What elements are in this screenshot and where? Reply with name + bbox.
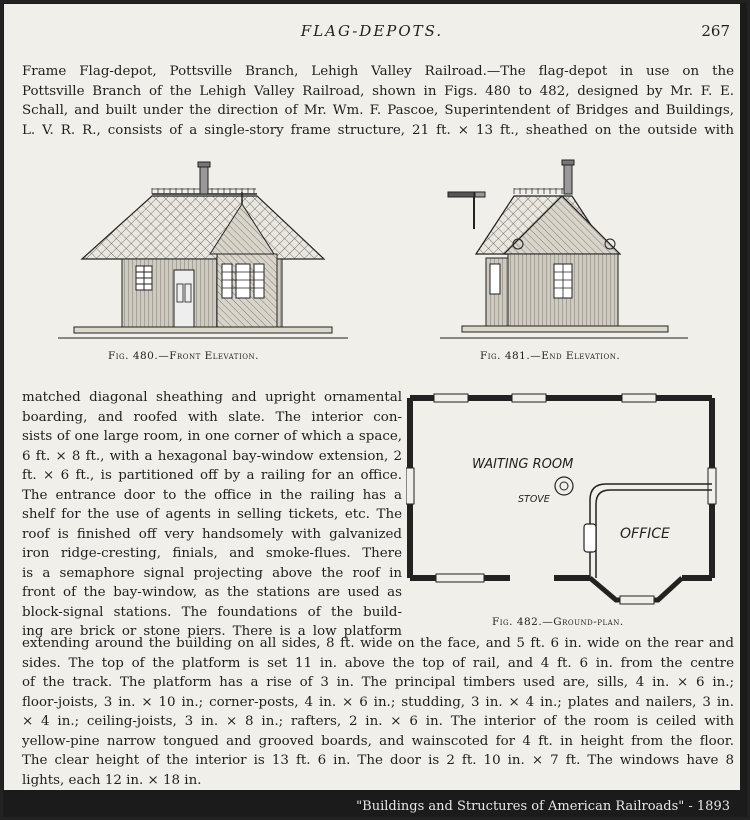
left-line-7: shelf for the use of agents in selling tickets, etc. The bbox=[22, 507, 402, 522]
fig-480-caption: Fig. 480.—Front Elevation. bbox=[108, 350, 259, 362]
full-line-7: The clear height of the interior is 13 ft. 6 in. The door is 2 ft. 10 in. × 7 ft. The windows have 8 bbox=[22, 753, 734, 768]
left-line-12: block-signal stations. The foundations of the build- bbox=[22, 604, 402, 620]
left-line-11: front of the bay-window, as the stations are used as bbox=[22, 585, 402, 600]
plan-stove-label: STOVE bbox=[518, 494, 550, 505]
book-page bbox=[4, 4, 740, 790]
front-elevation-drawing bbox=[52, 154, 352, 349]
left-column-text bbox=[22, 388, 402, 642]
source-credit: "Buildings and Structures of American Railroads" - 1893 bbox=[356, 799, 730, 814]
left-line-8: roof is finished off very handsomely with galvanized bbox=[22, 526, 402, 542]
left-line-4: 6 ft. × 8 ft., with a hexagonal bay-window extension, 2 bbox=[22, 448, 402, 464]
full-line-2: sides. The top of the platform is set 11 in. above the top of rail, and 4 ft. 6 in. from the centre bbox=[22, 655, 734, 671]
left-line-2: boarding, and roofed with slate. The interior con- bbox=[22, 409, 402, 425]
end-elevation-drawing bbox=[434, 154, 694, 349]
left-line-6: The entrance door to the office in the railing has a bbox=[22, 487, 402, 503]
running-head: FLAG-DEPOTS. bbox=[300, 22, 444, 40]
last-line: lights, each 12 in. × 18 in. bbox=[22, 772, 202, 788]
full-line-4: floor-joists, 3 in. × 10 in.; corner-posts, 4 in. × 6 in.; studding, 3 in. × 4 in.; plates and nailers, 3 in. bbox=[22, 694, 734, 710]
ground-plan-drawing bbox=[406, 388, 722, 616]
plan-waiting-room-label: WAITING ROOM bbox=[472, 457, 574, 472]
full-line-3: of the track. The platform has a rise of 3 in. The principal timbers used are, sills, 4 in. × 6 in.; bbox=[22, 675, 734, 690]
full-line-6: yellow-pine narrow tongued and grooved boards, and wainscoted for 4 ft. in height from the floor. bbox=[22, 733, 734, 749]
intro-line-2: Pottsville Branch of the Lehigh Valley Railroad, shown in Figs. 480 to 482, designed by Mr. F. E. bbox=[22, 83, 734, 99]
full-line-5: × 4 in.; ceiling-joists, 3 in. × 8 in.; rafters, 2 in. × 6 in. The interior of the room is ceiled with bbox=[22, 714, 734, 729]
left-line-3: sists of one large room, in one corner of which a space, bbox=[22, 429, 402, 444]
intro-line-4: L. V. R. R., consists of a single-story frame structure, 21 ft. × 13 ft., sheathed on the outside with bbox=[22, 122, 734, 138]
body-text-full bbox=[22, 634, 734, 790]
fig-482-caption: Fig. 482.—Ground-plan. bbox=[492, 616, 624, 628]
fig-481-caption: Fig. 481.—End Elevation. bbox=[480, 350, 621, 362]
left-line-1: matched diagonal sheathing and upright ornamental bbox=[22, 390, 402, 405]
full-line-1: extending around the building on all sides, 8 ft. wide on the face, and 5 ft. 6 in. wide on the rear and bbox=[22, 636, 734, 651]
page-number: 267 bbox=[701, 22, 730, 40]
left-line-9: iron ridge-cresting, finials, and smoke-flues. There bbox=[22, 546, 402, 561]
left-line-5: ft. × 6 ft., is partitioned off by a railing for an office. bbox=[22, 468, 402, 483]
plan-office-label: OFFICE bbox=[620, 526, 670, 542]
left-line-13: ing are brick or stone piers. There is a low platform bbox=[22, 624, 402, 639]
intro-line-1: Frame Flag-depot, Pottsville Branch, Lehigh Valley Railroad.—The flag-depot in use on the bbox=[22, 64, 734, 79]
intro-paragraph bbox=[22, 62, 734, 140]
left-line-10: is a semaphore signal projecting above the roof in bbox=[22, 565, 402, 581]
intro-line-3: Schall, and built under the direction of Mr. Wm. F. Pascoe, Superintendent of Bridges and Buildings, bbox=[22, 103, 734, 118]
